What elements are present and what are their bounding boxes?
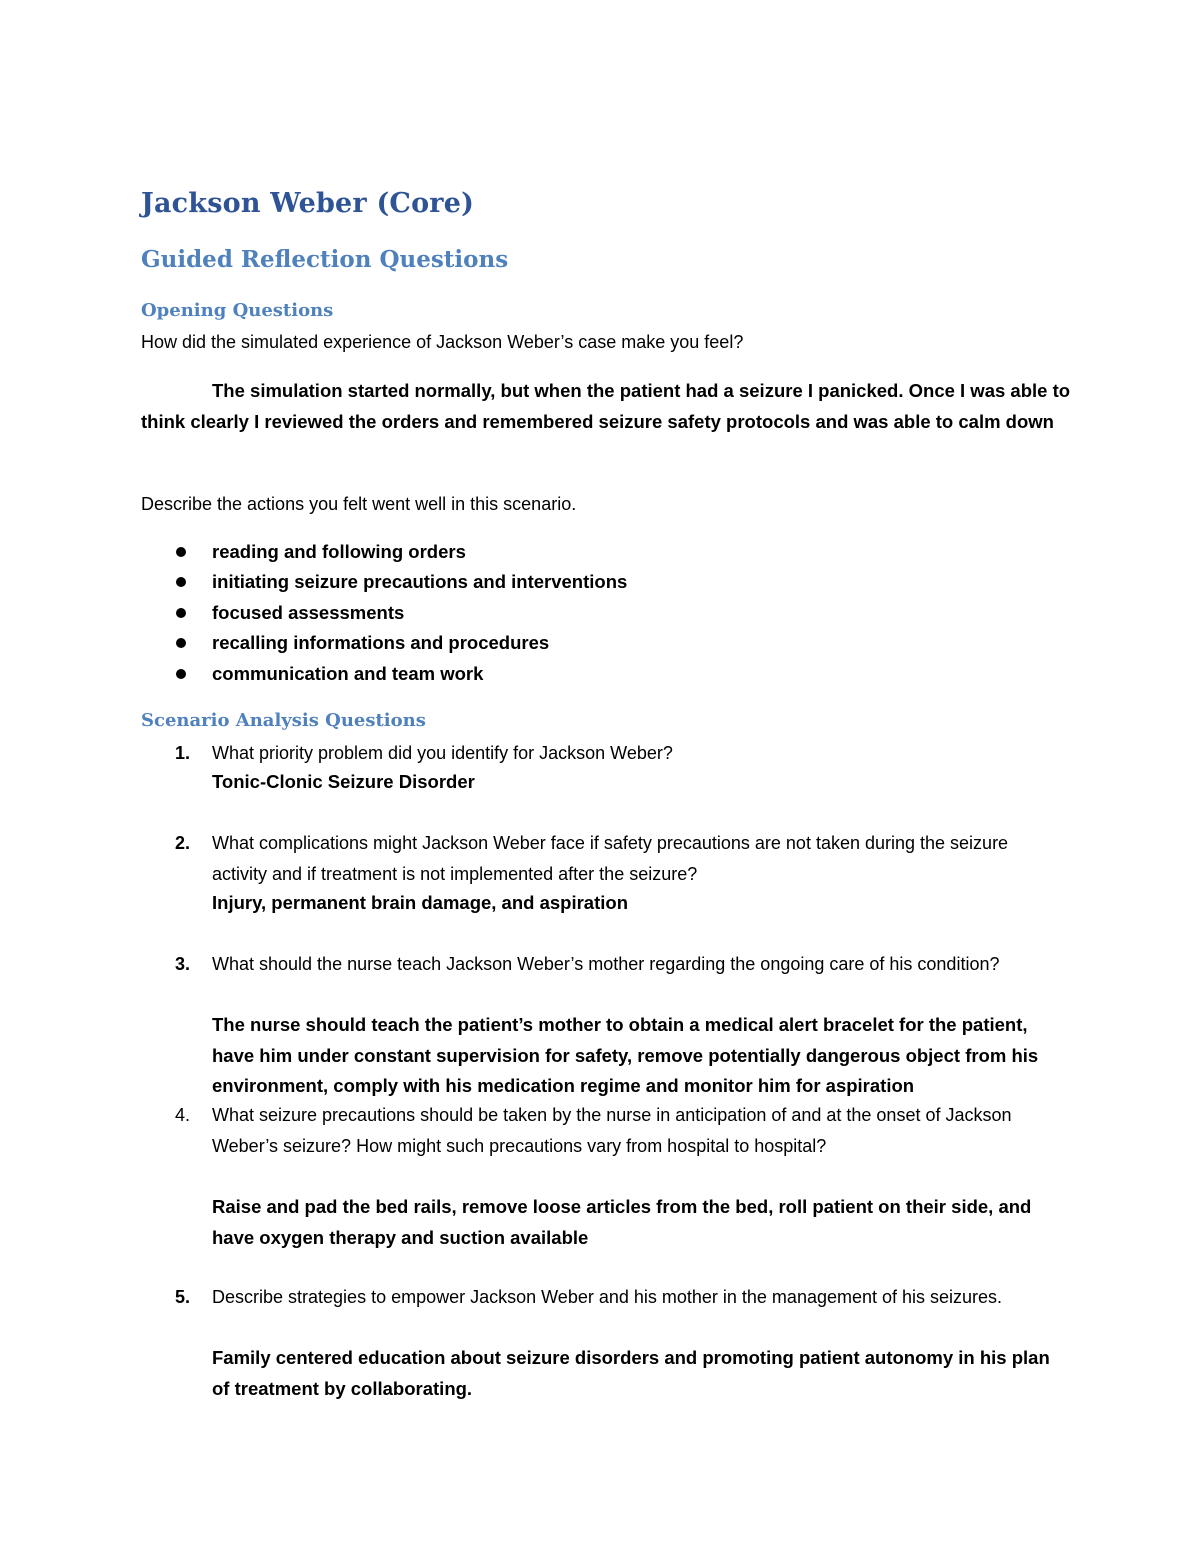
opening-answer-1: The simulation started normally, but when the patient had a seizure I panicked. Once I was able to think clearly I reviewed the orders and remembered seizure safety protocols and was able to calm down bbox=[141, 380, 1071, 432]
bullet-text: recalling informations and procedures bbox=[212, 632, 550, 654]
document-subtitle: Guided Reflection Questions bbox=[141, 246, 509, 273]
bullet-text: focused assessments bbox=[212, 601, 405, 623]
item-5-number: 5. bbox=[175, 1287, 191, 1307]
item-5-question: Describe strategies to empower Jackson Weber and his mother in the management of his seizures. bbox=[212, 1287, 1003, 1307]
scenario-analysis-heading: Scenario Analysis Questions bbox=[141, 710, 426, 731]
bullet-dot-icon bbox=[176, 669, 186, 679]
bullet-dot-icon bbox=[176, 577, 186, 587]
bullet-text: communication and team work bbox=[212, 662, 484, 684]
opening-question-1: How did the simulated experience of Jackson Weber’s case make you feel? bbox=[141, 332, 744, 352]
item-3-number: 3. bbox=[175, 954, 191, 974]
item-4-number: 4. bbox=[175, 1105, 191, 1125]
item-1-number: 1. bbox=[175, 743, 191, 763]
item-2-answer: Injury, permanent brain damage, and aspiration bbox=[212, 892, 628, 913]
item-2-question: What complications might Jackson Weber face if safety precautions are not taken during the seizure activity and if treatment is not implemented after the seizure? bbox=[212, 833, 1009, 884]
bullet-dot-icon bbox=[176, 608, 186, 618]
item-4-question: What seizure precautions should be taken by the nurse in anticipation of and at the onset of Jackson Weber’s seizure? How might such precautions vary from hospital to hospital? bbox=[212, 1105, 1012, 1156]
item-2-number: 2. bbox=[175, 833, 191, 853]
bullet-text: reading and following orders bbox=[212, 541, 466, 562]
bullet-item bbox=[141, 598, 627, 628]
bullet-item bbox=[141, 567, 627, 597]
item-5-answer: Family centered education about seizure disorders and promoting patient autonomy in his plan of treatment by collaborating. bbox=[212, 1347, 1050, 1399]
item-3-answer: The nurse should teach the patient’s mother to obtain a medical alert bracelet for the patient, have him under constant supervision for safety, remove potentially dangerous object from his environment, comply with his medication regime and monitor him for aspiration bbox=[212, 1014, 1039, 1096]
opening-question-2: Describe the actions you felt went well in this scenario. bbox=[141, 494, 577, 514]
item-1-answer: Tonic-Clonic Seizure Disorder bbox=[212, 771, 475, 792]
bullet-text: initiating seizure precautions and interventions bbox=[212, 571, 628, 593]
item-1-question: What priority problem did you identify for Jackson Weber? bbox=[212, 743, 673, 763]
item-3-question: What should the nurse teach Jackson Weber’s mother regarding the ongoing care of his condition? bbox=[212, 954, 1000, 974]
bullet-dot-icon bbox=[176, 547, 186, 557]
actions-bullet-list bbox=[141, 537, 627, 689]
document-title: Jackson Weber (Core) bbox=[141, 188, 475, 219]
opening-questions-heading: Opening Questions bbox=[141, 300, 334, 321]
bullet-item bbox=[141, 659, 627, 689]
bullet-dot-icon bbox=[176, 638, 186, 648]
item-4-answer: Raise and pad the bed rails, remove loose articles from the bed, roll patient on their side, and have oxygen therapy and suction available bbox=[212, 1196, 1032, 1248]
bullet-item bbox=[141, 537, 627, 567]
bullet-item bbox=[141, 628, 627, 658]
